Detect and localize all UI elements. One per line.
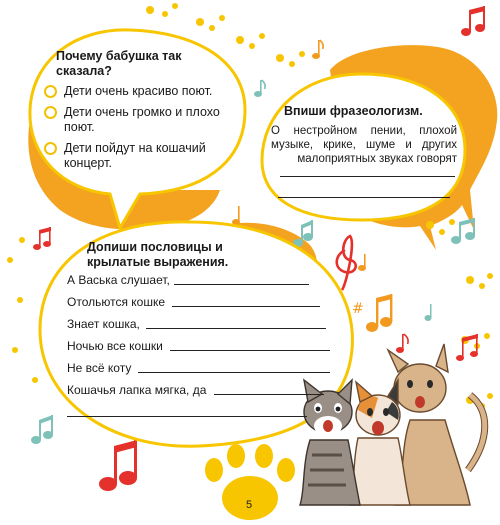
tabby-cat: [300, 380, 360, 505]
proverb-4-line[interactable]: [170, 350, 330, 351]
option-1[interactable]: [44, 84, 224, 99]
answer-line[interactable]: [278, 197, 450, 198]
proverb-3-line[interactable]: [146, 328, 326, 329]
proverb-2-line[interactable]: [172, 306, 320, 307]
option-2[interactable]: [44, 105, 234, 135]
proverb-extra-line[interactable]: [67, 416, 307, 417]
proverb-1-line[interactable]: [174, 284, 309, 285]
proverb-5-line[interactable]: [138, 372, 330, 373]
proverb-5: Не всё коту: [67, 361, 132, 375]
phraseology-title: Впиши фразеологизм.: [284, 104, 423, 118]
proverb-6: Кошачья лапка мягка, да: [67, 383, 207, 397]
page-number: 5: [246, 499, 253, 511]
phraseology-body: О нестройном пении, плохой музыке, крике, шуме и других малоприятных звуках говорят: [271, 125, 457, 165]
question-title: Почему бабушка так сказала?: [56, 49, 182, 78]
proverb-2: Отольются кошке: [67, 295, 166, 309]
answer-line[interactable]: [280, 176, 455, 177]
proverb-1: А Васька слушает,: [67, 273, 170, 287]
proverbs-title: Допиши пословицы и крылатые выражения.: [87, 240, 229, 269]
option-3-radio[interactable]: [44, 142, 57, 155]
proverb-3: Знает кошка,: [67, 317, 140, 331]
proverb-4: Ночью все кошки: [67, 339, 163, 353]
option-2-label: Дети очень громко и плохо поют.: [64, 105, 220, 134]
option-1-label: Дети очень красиво поют.: [64, 84, 213, 98]
svg-text:#: #: [352, 301, 364, 317]
proverb-6-line[interactable]: [214, 394, 324, 395]
option-1-radio[interactable]: [44, 85, 57, 98]
option-3[interactable]: [44, 141, 224, 171]
option-3-label: Дети пойдут на кошачий концерт.: [64, 141, 206, 170]
option-2-radio[interactable]: [44, 106, 57, 119]
